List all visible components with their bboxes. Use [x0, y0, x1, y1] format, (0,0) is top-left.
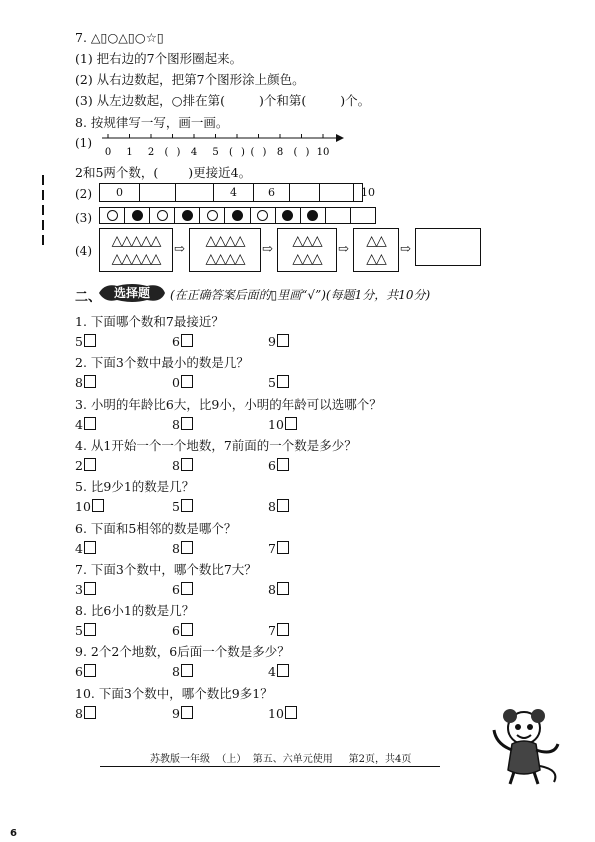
margin-dash [42, 205, 44, 215]
q8-label-3: (3) [75, 211, 92, 225]
number-line-label: ( [229, 147, 233, 158]
choice-option-value: 3 [75, 581, 83, 597]
badge-label: 选择题 [113, 286, 150, 300]
sequence-blank-cell[interactable] [320, 184, 354, 201]
number-line-label: ( [164, 147, 169, 158]
triangle-icon-row: △△ [366, 251, 386, 267]
number-line-label: ) [241, 147, 245, 158]
choice-option-value: 5 [172, 499, 180, 515]
circle-cell [226, 208, 251, 223]
choice-option-value: 6 [172, 581, 180, 597]
sequence-blank-cell[interactable] [176, 184, 214, 201]
answer-checkbox[interactable] [181, 541, 193, 554]
q7-sub3-c: )个。 [340, 93, 371, 108]
choice-option [268, 706, 297, 722]
choice-option [268, 664, 289, 680]
filled-circle-icon [282, 210, 293, 221]
answer-checkbox[interactable] [84, 664, 96, 677]
margin-dash [42, 190, 44, 200]
sequence-cell: 4 [214, 184, 254, 201]
q7-sub3 [75, 93, 370, 109]
circle-cell [150, 208, 175, 223]
circle-cell[interactable] [351, 208, 376, 223]
q7-sub3-a: (3) 从左边数起，○排在第( [75, 93, 225, 108]
choice-option [75, 706, 96, 722]
choice-option-value: 10 [268, 416, 284, 432]
triangle-icon-row: △△△ [292, 251, 322, 267]
arrow-right-icon: ⇨ [400, 242, 411, 257]
answer-blank[interactable] [306, 93, 340, 105]
number-line-label: 10 [316, 147, 330, 158]
answer-checkbox[interactable] [84, 541, 96, 554]
q7-sub3-b: )个和第( [258, 93, 307, 108]
triangle-group-box [353, 228, 399, 272]
answer-checkbox[interactable] [84, 458, 96, 471]
circle-cell [200, 208, 225, 223]
answer-checkbox[interactable] [181, 582, 193, 595]
answer-checkbox[interactable] [84, 706, 96, 719]
choice-option [172, 664, 193, 680]
choice-option-value: 8 [268, 499, 276, 515]
q8-title: 8. 按规律写一写，画一画。 [75, 115, 229, 130]
choice-option [75, 375, 96, 391]
number-line-label: 5 [212, 147, 219, 158]
number-line [98, 128, 348, 160]
answer-checkbox[interactable] [92, 499, 104, 512]
answer-checkbox[interactable] [181, 417, 193, 430]
answer-blank[interactable] [225, 93, 259, 105]
margin-dash [42, 175, 44, 185]
page-number: 6 [10, 828, 17, 839]
number-line-label: 8 [276, 147, 284, 158]
answer-checkbox[interactable] [181, 375, 193, 388]
empty-circle-icon [107, 210, 118, 221]
q8-compare [75, 165, 251, 181]
choice-option-value: 8 [75, 705, 83, 721]
number-line-label: 0 [104, 147, 112, 158]
choice-option [268, 499, 289, 515]
choice-option-value: 7 [268, 623, 276, 639]
answer-checkbox[interactable] [181, 499, 193, 512]
choice-option-value: 6 [172, 623, 180, 639]
answer-checkbox[interactable] [277, 458, 289, 471]
choice-option [268, 334, 289, 350]
choice-question-text: 10. 下面3个数中，哪个数比9多1？ [75, 685, 273, 701]
choice-option-value: 4 [75, 416, 83, 432]
triangle-icon-row: △△△△ [205, 233, 245, 249]
choice-option-value: 6 [268, 457, 276, 473]
choice-option [75, 458, 96, 474]
filled-circle-icon [182, 210, 193, 221]
number-line-label: ( [250, 147, 255, 158]
choice-option [75, 541, 96, 557]
choice-option [172, 706, 193, 722]
choice-option-value: 8 [268, 581, 276, 597]
choice-question-text: 8. 比6小1的数是几？ [75, 603, 195, 619]
q8-label-4: (4) [75, 244, 92, 258]
sequence-cell: 0 [100, 184, 140, 201]
number-line-label: ) [176, 147, 181, 158]
answer-checkbox[interactable] [181, 334, 193, 347]
number-line-label: 2 [147, 147, 155, 158]
footer-rule [100, 766, 440, 767]
q8-label-1: (1) [75, 136, 92, 150]
choice-question-text: 9. 2个2个地数，6后面一个数是多少？ [75, 644, 290, 660]
answer-checkbox[interactable] [277, 334, 289, 347]
margin-dash [42, 220, 44, 230]
answer-checkbox[interactable] [277, 623, 289, 636]
choice-question-text: 2. 下面3个数中最小的数是几？ [75, 355, 249, 371]
q8-label-2: (2) [75, 187, 92, 201]
choice-option [268, 375, 289, 391]
choice-question-text: 5. 比9少1的数是几？ [75, 479, 195, 495]
filled-circle-icon [232, 210, 243, 221]
empty-circle-icon [257, 210, 268, 221]
choice-option [172, 417, 193, 433]
answer-checkbox[interactable] [181, 664, 193, 677]
choice-option [172, 375, 193, 391]
choice-option [75, 334, 96, 350]
answer-checkbox[interactable] [277, 664, 289, 677]
choice-option-value: 6 [75, 664, 83, 680]
margin-dash [42, 235, 44, 245]
answer-checkbox[interactable] [181, 623, 193, 636]
circle-cell[interactable] [326, 208, 351, 223]
answer-checkbox[interactable] [84, 334, 96, 347]
number-line-label: 4 [190, 147, 198, 158]
choice-option-value: 8 [172, 664, 180, 680]
choice-option-value: 4 [268, 664, 276, 680]
sequence-blank-cell[interactable] [290, 184, 320, 201]
choice-option-value: 8 [172, 540, 180, 556]
choice-question-text: 4. 从1开始一个一个地数，7前面的一个数是多少？ [75, 437, 357, 453]
choice-option [75, 582, 96, 598]
answer-checkbox[interactable] [277, 499, 289, 512]
answer-checkbox[interactable] [285, 706, 297, 719]
circle-cell [125, 208, 150, 223]
choice-option-value: 5 [75, 623, 83, 639]
choice-option [172, 334, 193, 350]
number-line-label: ( [293, 147, 298, 158]
triangle-icon-row: △△ [366, 233, 386, 249]
choice-option-value: 5 [75, 334, 83, 349]
choice-option [172, 582, 193, 598]
choice-option [172, 623, 193, 639]
circle-cell [100, 208, 125, 223]
number-line-label: ) [262, 147, 267, 158]
empty-circle-icon [207, 210, 218, 221]
answer-checkbox[interactable] [277, 375, 289, 388]
answer-checkbox[interactable] [84, 417, 96, 430]
triangle-icon-row: △△△△△ [111, 233, 161, 249]
answer-checkbox[interactable] [277, 582, 289, 595]
choice-option-value: 8 [172, 416, 180, 432]
choice-option [172, 458, 193, 474]
empty-circle-icon [157, 210, 168, 221]
answer-checkbox[interactable] [277, 541, 289, 554]
choice-option [172, 541, 193, 557]
choice-question-text: 3. 小明的年龄比6大，比9小，小明的年龄可以选哪个？ [75, 396, 382, 412]
number-line-label: ) [305, 147, 310, 158]
choice-option [75, 623, 96, 639]
circle-cell [251, 208, 276, 223]
section-badge [97, 281, 167, 305]
answer-checkbox[interactable] [181, 458, 193, 471]
mascot-monkey-icon [488, 700, 566, 786]
triangle-icon-row: △△△△ [205, 251, 245, 267]
choice-option-value: 9 [268, 334, 276, 349]
choice-option [268, 458, 289, 474]
choice-option [75, 499, 104, 515]
answer-checkbox[interactable] [285, 417, 297, 430]
triangle-group-box [99, 228, 173, 272]
choice-option-value: 9 [172, 705, 180, 721]
circle-cell [301, 208, 326, 223]
triangle-icon-row: △△△ [292, 233, 322, 249]
answer-checkbox[interactable] [84, 375, 96, 388]
choice-option-value: 6 [172, 334, 180, 349]
choice-option [268, 417, 297, 433]
choice-option-value: 8 [75, 375, 83, 391]
sequence-blank-cell[interactable] [140, 184, 176, 201]
triangle-pattern-row [99, 228, 479, 272]
sequence-cell: 6 [254, 184, 290, 201]
filled-circle-icon [307, 210, 318, 221]
circle-cell [276, 208, 301, 223]
answer-triangle-box[interactable] [415, 228, 481, 266]
triangle-group-box [189, 228, 261, 272]
choice-option-value: 7 [268, 540, 276, 556]
answer-checkbox[interactable] [181, 706, 193, 719]
choice-question-text: 7. 下面3个数中，哪个数比7大？ [75, 561, 257, 577]
q8-compare-b: )更接近4。 [188, 165, 252, 180]
circle-cell [175, 208, 200, 223]
section-instruction: (在正确答案后面的▯里画“√”)(每题1分，共10分) [170, 288, 431, 302]
number-line-label: 1 [126, 147, 133, 158]
choice-option-value: 5 [268, 375, 276, 391]
q7-sub1: (1) 把右边的7个图形圈起来。 [75, 51, 243, 66]
q7-title: 7. △▯○△▯○☆▯ [75, 30, 164, 45]
circle-pattern-row [99, 207, 376, 224]
choice-option [75, 417, 96, 433]
choice-option [75, 664, 96, 680]
triangle-icon-row: △△△△△ [111, 251, 161, 267]
choice-option-value: 2 [75, 457, 83, 473]
triangle-group-box [277, 228, 337, 272]
answer-checkbox[interactable] [84, 582, 96, 595]
arrow-right-icon: ⇨ [174, 242, 185, 257]
choice-option-value: 10 [75, 499, 91, 515]
q7-sub2: (2) 从右边数起，把第7个图形涂上颜色。 [75, 72, 305, 87]
choice-option-value: 4 [75, 540, 83, 556]
choice-option-value: 0 [172, 375, 180, 391]
choice-option [268, 541, 289, 557]
choice-question-text: 1. 下面哪个数和7最接近？ [75, 314, 224, 329]
sequence-cell: 10 [361, 186, 375, 199]
choice-option [172, 499, 193, 515]
choice-option [268, 623, 289, 639]
section-number: 二、 [75, 290, 102, 305]
choice-option [268, 582, 289, 598]
choice-question-text: 6. 下面和5相邻的数是哪个？ [75, 520, 237, 536]
filled-circle-icon [132, 210, 143, 221]
arrow-right-icon: ⇨ [338, 242, 349, 257]
q8-compare-a: 2和5两个数，( [75, 165, 159, 180]
arrow-right-icon: ⇨ [262, 242, 273, 257]
number-sequence-row [99, 183, 375, 202]
footer-text: 苏教版一年级 （上） 第五、六单元使用 第2页，共4页 [150, 754, 412, 765]
answer-checkbox[interactable] [84, 623, 96, 636]
choice-option-value: 10 [268, 705, 284, 721]
choice-option-value: 8 [172, 457, 180, 473]
